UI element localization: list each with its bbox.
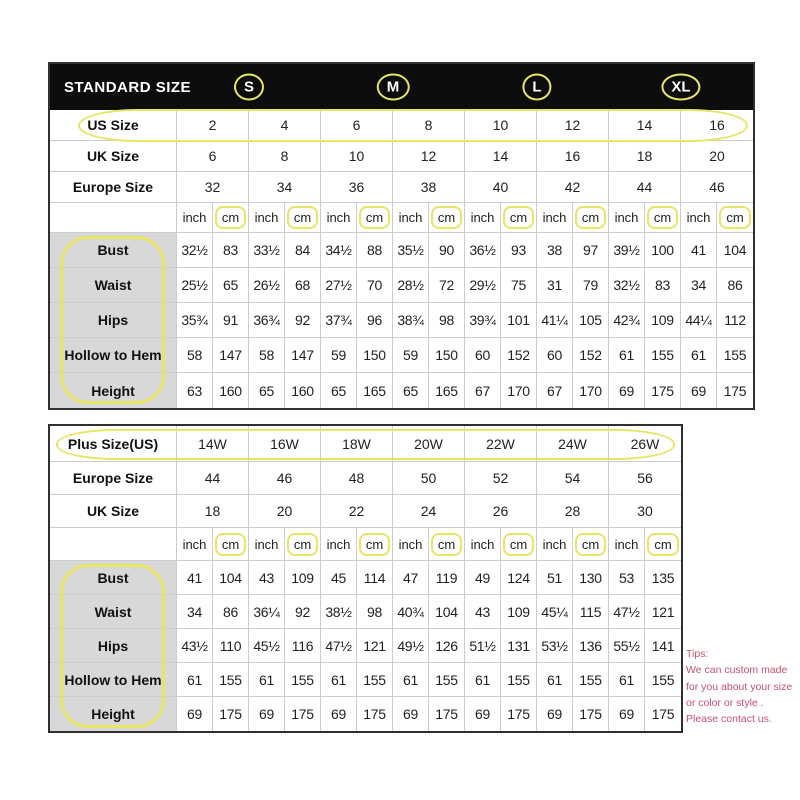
cm-highlight-badge: cm [575, 206, 606, 229]
tips-title: Tips: [686, 648, 709, 660]
measure-cell: 69 [321, 697, 357, 731]
measure-cell: 58 [177, 338, 213, 373]
cm-unit-cell [573, 528, 609, 561]
size-cell: 24W [537, 426, 609, 462]
measure-cell: 112 [717, 303, 753, 338]
measure-cell: 152 [501, 338, 537, 373]
size-cell: 6 [177, 141, 249, 172]
measure-cell: 41 [177, 561, 213, 595]
unit-row-spacer [50, 203, 177, 233]
measure-cell: 86 [213, 595, 249, 629]
row-label: US Size [50, 110, 177, 141]
tips-line: Please contact us. [686, 713, 772, 726]
measure-cell: 51 [537, 561, 573, 595]
measure-cell: 130 [573, 561, 609, 595]
measure-cell: 147 [213, 338, 249, 373]
row-label: Bust [50, 233, 177, 268]
cm-unit-cell [285, 203, 321, 233]
size-cell: 12 [537, 110, 609, 141]
cm-unit-cell [213, 528, 249, 561]
row-label: Plus Size(US) [50, 426, 177, 462]
measure-cell: 61 [465, 663, 501, 697]
size-cell: 28 [537, 495, 609, 528]
row-label: Height [50, 697, 177, 731]
cm-unit-cell [357, 528, 393, 561]
measure-cell: 160 [213, 373, 249, 408]
measure-cell: 43 [249, 561, 285, 595]
measure-cell: 84 [285, 233, 321, 268]
size-cell: 12 [393, 141, 465, 172]
inch-unit-cell: inch [609, 203, 645, 233]
measure-cell: 90 [429, 233, 465, 268]
row-label: Hollow to Hem [50, 663, 177, 697]
measure-cell: 136 [573, 629, 609, 663]
inch-unit-cell: inch [537, 528, 573, 561]
measure-cell: 155 [573, 663, 609, 697]
inch-unit-cell: inch [393, 203, 429, 233]
measure-cell: 170 [573, 373, 609, 408]
row-label: Waist [50, 595, 177, 629]
measure-cell: 83 [645, 268, 681, 303]
measure-cell: 37¾ [321, 303, 357, 338]
measure-cell: 36¾ [249, 303, 285, 338]
size-cell: 4 [249, 110, 321, 141]
plus-size-grid [50, 426, 681, 731]
measure-cell: 155 [717, 338, 753, 373]
measure-cell: 147 [285, 338, 321, 373]
cm-highlight-badge: cm [359, 533, 390, 556]
size-group-badge-m: M [377, 74, 410, 101]
measure-cell: 72 [429, 268, 465, 303]
measure-cell: 65 [393, 373, 429, 408]
measure-cell: 114 [357, 561, 393, 595]
size-group-badge-xl: XL [661, 74, 700, 101]
cm-highlight-badge: cm [647, 206, 678, 229]
size-cell: 26 [465, 495, 537, 528]
measure-cell: 96 [357, 303, 393, 338]
measure-cell: 165 [357, 373, 393, 408]
cm-unit-cell [645, 528, 681, 561]
measure-cell: 75 [501, 268, 537, 303]
tips-line: for you about your size [686, 680, 793, 693]
size-cell: 20 [681, 141, 753, 172]
measure-cell: 59 [321, 338, 357, 373]
standard-size-title: STANDARD SIZE [64, 78, 192, 96]
standard-size-grid [50, 110, 753, 408]
measure-cell: 101 [501, 303, 537, 338]
measure-cell: 83 [213, 233, 249, 268]
cm-unit-cell [429, 528, 465, 561]
measure-cell: 38¾ [393, 303, 429, 338]
cm-highlight-badge: cm [503, 533, 534, 556]
measure-cell: 68 [285, 268, 321, 303]
measure-cell: 41 [681, 233, 717, 268]
size-cell: 18 [177, 495, 249, 528]
unit-row-spacer [50, 528, 177, 561]
cm-highlight-badge: cm [647, 533, 678, 556]
size-cell: 22W [465, 426, 537, 462]
row-label: UK Size [50, 141, 177, 172]
measure-cell: 38½ [321, 595, 357, 629]
measure-cell: 69 [465, 697, 501, 731]
row-label: UK Size [50, 495, 177, 528]
measure-cell: 69 [177, 697, 213, 731]
measure-cell: 124 [501, 561, 537, 595]
row-label: Hollow to Hem [50, 338, 177, 373]
size-cell: 8 [393, 110, 465, 141]
size-cell: 32 [177, 172, 249, 203]
measure-cell: 60 [465, 338, 501, 373]
measure-cell: 98 [357, 595, 393, 629]
measure-cell: 63 [177, 373, 213, 408]
size-cell: 36 [321, 172, 393, 203]
measure-cell: 91 [213, 303, 249, 338]
measure-cell: 61 [681, 338, 717, 373]
cm-highlight-badge: cm [359, 206, 390, 229]
row-label: Europe Size [50, 172, 177, 203]
cm-unit-cell [645, 203, 681, 233]
measure-cell: 34½ [321, 233, 357, 268]
measure-cell: 39¾ [465, 303, 501, 338]
measure-cell: 38 [537, 233, 573, 268]
cm-highlight-badge: cm [287, 206, 318, 229]
inch-unit-cell: inch [321, 203, 357, 233]
measure-cell: 175 [429, 697, 465, 731]
measure-cell: 121 [645, 595, 681, 629]
measure-cell: 43½ [177, 629, 213, 663]
measure-cell: 49½ [393, 629, 429, 663]
size-cell: 38 [393, 172, 465, 203]
size-cell: 16W [249, 426, 321, 462]
measure-cell: 69 [681, 373, 717, 408]
measure-cell: 126 [429, 629, 465, 663]
measure-cell: 61 [609, 663, 645, 697]
measure-cell: 69 [609, 697, 645, 731]
measure-cell: 70 [357, 268, 393, 303]
cm-highlight-badge: cm [287, 533, 318, 556]
measure-cell: 175 [573, 697, 609, 731]
measure-cell: 41¼ [537, 303, 573, 338]
measure-cell: 61 [249, 663, 285, 697]
size-cell: 24 [393, 495, 465, 528]
inch-unit-cell: inch [681, 203, 717, 233]
row-label: Height [50, 373, 177, 408]
size-cell: 48 [321, 462, 393, 495]
size-cell: 20 [249, 495, 321, 528]
measure-cell: 175 [501, 697, 537, 731]
size-cell: 54 [537, 462, 609, 495]
measure-cell: 69 [393, 697, 429, 731]
size-cell: 14 [609, 110, 681, 141]
measure-cell: 55½ [609, 629, 645, 663]
measure-cell: 109 [501, 595, 537, 629]
measure-cell: 104 [213, 561, 249, 595]
measure-cell: 104 [717, 233, 753, 268]
measure-cell: 155 [645, 338, 681, 373]
cm-highlight-badge: cm [215, 533, 246, 556]
cm-highlight-badge: cm [431, 206, 462, 229]
measure-cell: 105 [573, 303, 609, 338]
inch-unit-cell: inch [393, 528, 429, 561]
measure-cell: 40¾ [393, 595, 429, 629]
measure-cell: 175 [285, 697, 321, 731]
measure-cell: 69 [537, 697, 573, 731]
measure-cell: 98 [429, 303, 465, 338]
measure-cell: 35¾ [177, 303, 213, 338]
measure-cell: 36¼ [249, 595, 285, 629]
cm-unit-cell [501, 203, 537, 233]
measure-cell: 67 [465, 373, 501, 408]
size-cell: 46 [681, 172, 753, 203]
cm-unit-cell [429, 203, 465, 233]
measure-cell: 165 [429, 373, 465, 408]
cm-unit-cell [285, 528, 321, 561]
measure-cell: 79 [573, 268, 609, 303]
tips-line: or color or style . [686, 696, 764, 709]
measure-cell: 27½ [321, 268, 357, 303]
inch-unit-cell: inch [177, 203, 213, 233]
measure-cell: 61 [609, 338, 645, 373]
measure-cell: 175 [645, 697, 681, 731]
measure-cell: 115 [573, 595, 609, 629]
row-label: Hips [50, 303, 177, 338]
size-cell: 50 [393, 462, 465, 495]
measure-cell: 67 [537, 373, 573, 408]
measure-cell: 32½ [177, 233, 213, 268]
measure-cell: 65 [213, 268, 249, 303]
measure-cell: 45¼ [537, 595, 573, 629]
measure-cell: 61 [393, 663, 429, 697]
measure-cell: 33½ [249, 233, 285, 268]
measure-cell: 150 [357, 338, 393, 373]
measure-cell: 60 [537, 338, 573, 373]
size-cell: 16 [681, 110, 753, 141]
measure-cell: 69 [249, 697, 285, 731]
measure-cell: 88 [357, 233, 393, 268]
measure-cell: 170 [501, 373, 537, 408]
inch-unit-cell: inch [465, 528, 501, 561]
size-cell: 2 [177, 110, 249, 141]
measure-cell: 155 [357, 663, 393, 697]
size-cell: 44 [177, 462, 249, 495]
size-cell: 26W [609, 426, 681, 462]
measure-cell: 28½ [393, 268, 429, 303]
size-group-badge-s: S [234, 74, 264, 101]
measure-cell: 155 [429, 663, 465, 697]
measure-cell: 97 [573, 233, 609, 268]
measure-cell: 141 [645, 629, 681, 663]
measure-cell: 47 [393, 561, 429, 595]
measure-cell: 175 [717, 373, 753, 408]
measure-cell: 34 [681, 268, 717, 303]
size-cell: 10 [465, 110, 537, 141]
size-cell: 34 [249, 172, 321, 203]
measure-cell: 104 [429, 595, 465, 629]
measure-cell: 43 [465, 595, 501, 629]
size-cell: 18 [609, 141, 681, 172]
measure-cell: 155 [645, 663, 681, 697]
measure-cell: 65 [249, 373, 285, 408]
measure-cell: 49 [465, 561, 501, 595]
measure-cell: 44¼ [681, 303, 717, 338]
inch-unit-cell: inch [249, 528, 285, 561]
measure-cell: 58 [249, 338, 285, 373]
cm-unit-cell [717, 203, 753, 233]
inch-unit-cell: inch [321, 528, 357, 561]
measure-cell: 92 [285, 303, 321, 338]
standard-size-header [50, 64, 753, 110]
row-label: Hips [50, 629, 177, 663]
cm-highlight-badge: cm [575, 533, 606, 556]
size-cell: 42 [537, 172, 609, 203]
inch-unit-cell: inch [609, 528, 645, 561]
cm-highlight-badge: cm [215, 206, 246, 229]
measure-cell: 32½ [609, 268, 645, 303]
inch-unit-cell: inch [249, 203, 285, 233]
size-group-badge-l: L [522, 74, 551, 101]
cm-unit-cell [213, 203, 249, 233]
size-cell: 8 [249, 141, 321, 172]
size-cell: 56 [609, 462, 681, 495]
measure-cell: 53½ [537, 629, 573, 663]
tips-line: We can custom made [686, 664, 788, 677]
measure-cell: 86 [717, 268, 753, 303]
size-cell: 52 [465, 462, 537, 495]
measure-cell: 160 [285, 373, 321, 408]
size-cell: 22 [321, 495, 393, 528]
inch-unit-cell: inch [465, 203, 501, 233]
cm-unit-cell [357, 203, 393, 233]
size-cell: 6 [321, 110, 393, 141]
size-cell: 20W [393, 426, 465, 462]
measure-cell: 26½ [249, 268, 285, 303]
measure-cell: 45½ [249, 629, 285, 663]
measure-cell: 110 [213, 629, 249, 663]
measure-cell: 155 [501, 663, 537, 697]
row-label: Europe Size [50, 462, 177, 495]
cm-unit-cell [501, 528, 537, 561]
measure-cell: 109 [285, 561, 321, 595]
measure-cell: 109 [645, 303, 681, 338]
inch-unit-cell: inch [177, 528, 213, 561]
measure-cell: 45 [321, 561, 357, 595]
measure-cell: 131 [501, 629, 537, 663]
tips-note [686, 646, 800, 727]
measure-cell: 175 [645, 373, 681, 408]
measure-cell: 47½ [321, 629, 357, 663]
measure-cell: 93 [501, 233, 537, 268]
measure-cell: 175 [213, 697, 249, 731]
measure-cell: 61 [537, 663, 573, 697]
measure-cell: 35½ [393, 233, 429, 268]
plus-size-table [48, 424, 683, 733]
measure-cell: 155 [213, 663, 249, 697]
measure-cell: 152 [573, 338, 609, 373]
measure-cell: 29½ [465, 268, 501, 303]
size-cell: 44 [609, 172, 681, 203]
cm-unit-cell [573, 203, 609, 233]
cm-highlight-badge: cm [719, 206, 750, 229]
measure-cell: 61 [321, 663, 357, 697]
inch-unit-cell: inch [537, 203, 573, 233]
measure-cell: 47½ [609, 595, 645, 629]
size-cell: 30 [609, 495, 681, 528]
measure-cell: 100 [645, 233, 681, 268]
measure-cell: 119 [429, 561, 465, 595]
size-cell: 14W [177, 426, 249, 462]
size-cell: 14 [465, 141, 537, 172]
measure-cell: 34 [177, 595, 213, 629]
size-cell: 40 [465, 172, 537, 203]
cm-highlight-badge: cm [431, 533, 462, 556]
standard-size-table [48, 62, 755, 410]
measure-cell: 39½ [609, 233, 645, 268]
measure-cell: 31 [537, 268, 573, 303]
size-cell: 16 [537, 141, 609, 172]
measure-cell: 135 [645, 561, 681, 595]
cm-highlight-badge: cm [503, 206, 534, 229]
measure-cell: 36½ [465, 233, 501, 268]
measure-cell: 175 [357, 697, 393, 731]
size-cell: 46 [249, 462, 321, 495]
measure-cell: 65 [321, 373, 357, 408]
measure-cell: 61 [177, 663, 213, 697]
measure-cell: 25½ [177, 268, 213, 303]
row-label: Bust [50, 561, 177, 595]
measure-cell: 155 [285, 663, 321, 697]
measure-cell: 42¾ [609, 303, 645, 338]
measure-cell: 69 [609, 373, 645, 408]
size-cell: 18W [321, 426, 393, 462]
measure-cell: 116 [285, 629, 321, 663]
measure-cell: 121 [357, 629, 393, 663]
measure-cell: 92 [285, 595, 321, 629]
row-label: Waist [50, 268, 177, 303]
measure-cell: 59 [393, 338, 429, 373]
measure-cell: 51½ [465, 629, 501, 663]
measure-cell: 53 [609, 561, 645, 595]
size-cell: 10 [321, 141, 393, 172]
measure-cell: 150 [429, 338, 465, 373]
